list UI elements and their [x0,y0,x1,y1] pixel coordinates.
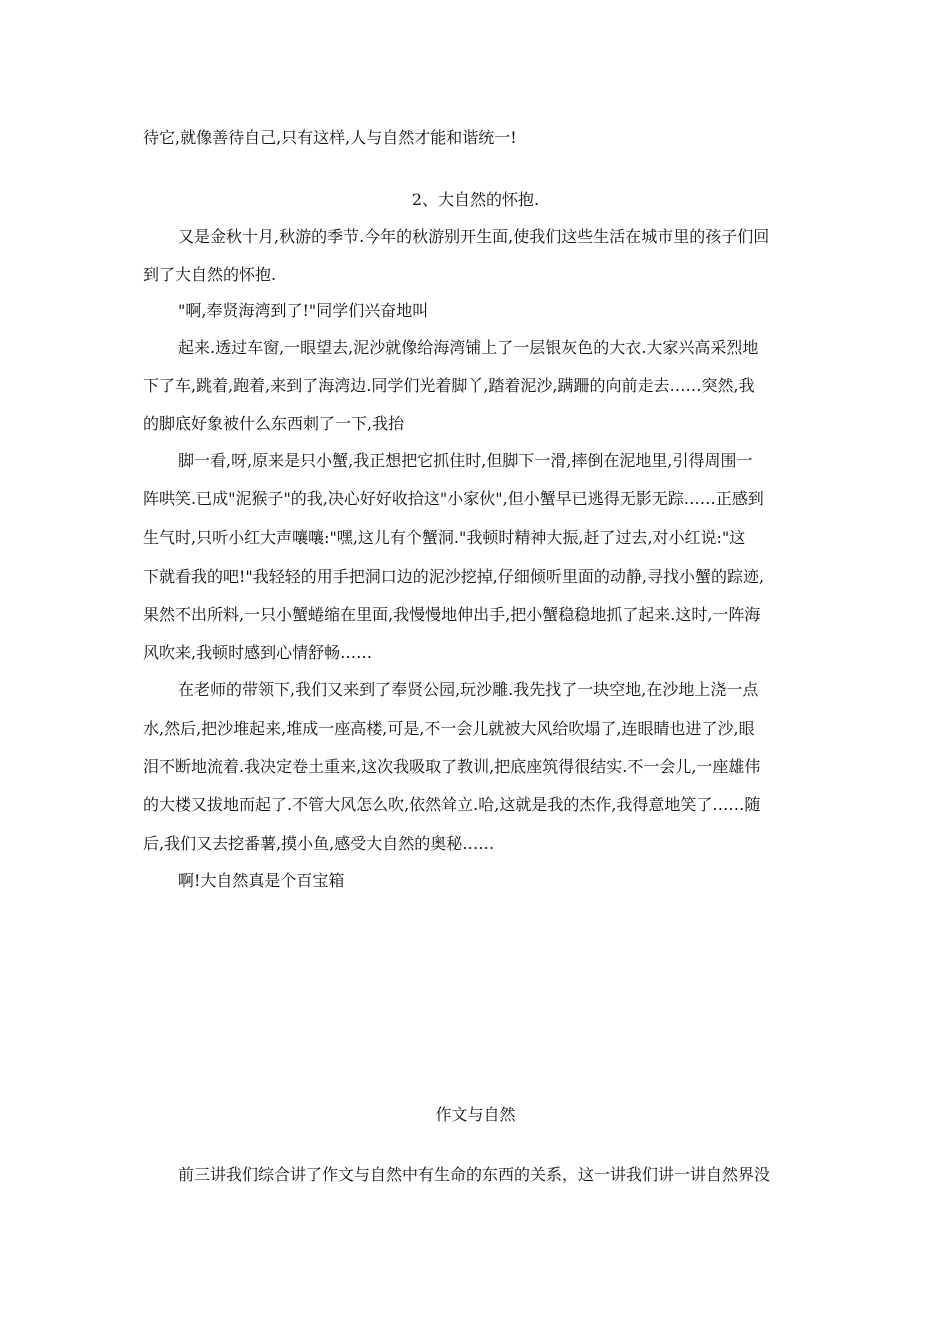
paragraph-line: 水,然后,把沙堆起来,堆成一座高楼,可是,不一会儿就被大风给吹塌了,连眼睛也进了沙,眼 [143,719,755,738]
section-heading: 2、大自然的怀抱. [411,190,540,209]
paragraph-line: 下了车,跳着,跑着,来到了海湾边.同学们光着脚丫,踏着泥沙,蹒跚的向前走去……突然,我 [143,376,755,395]
paragraph-line: 待它,就像善待自己,只有这样,人与自然才能和谐统一! [143,128,517,147]
section-title: 作文与自然 [435,1105,516,1124]
paragraph-line: 到了大自然的怀抱. [143,265,277,284]
paragraph-line: 的脚底好象被什么东西刺了一下,我抬 [143,414,405,433]
paragraph-line: "啊,奉贤海湾到了!"同学们兴奋地叫 [178,301,429,320]
paragraph-line: 的大楼又拔地而起了.不管大风怎么吹,依然耸立.哈,这就是我的杰作,我得意地笑了……随 [143,795,761,814]
paragraph-line: 脚一看,呀,原来是只小蟹,我正想把它抓住时,但脚下一滑,摔倒在泥地里,引得周围一 [178,451,753,470]
paragraph-line: 在老师的带领下,我们又来到了奉贤公园,玩沙雕.我先找了一块空地,在沙地上浇一点 [178,680,759,699]
paragraph-line: 前三讲我们综合讲了作文与自然中有生命的东西的关系，这一讲我们讲一讲自然界没 [178,1165,771,1184]
paragraph-line: 下就看我的吧!"我轻轻的用手把洞口边的泥沙挖掉,仔细倾听里面的动静,寻找小蟹的踪迹, [143,567,765,586]
paragraph-line: 又是金秋十月,秋游的季节.今年的秋游别开生面,使我们这些生活在城市里的孩子们回 [178,227,770,246]
paragraph-line: 阵哄笑.已成"泥猴子"的我,决心好好收拾这"小家伙",但小蟹早已逃得无影无踪……正感到 [143,489,764,508]
paragraph-line: 后,我们又去挖番薯,摸小鱼,感受大自然的奥秘…… [143,834,495,853]
paragraph-line: 果然不出所料,一只小蟹蜷缩在里面,我慢慢地伸出手,把小蟹稳稳地抓了起来.这时,一阵海 [143,605,761,624]
paragraph-line: 泪不断地流着.我决定卷土重来,这次我吸取了教训,把底座筑得很结实.不一会儿,一座雄伟 [143,757,761,776]
paragraph-line: 生气时,只听小红大声嚷嚷:"嘿,这儿有个蟹洞."我顿时精神大振,赶了过去,对小红说:"这 [143,528,746,547]
paragraph-line: 啊!大自然真是个百宝箱 [178,871,345,890]
paragraph-line: 起来.透过车窗,一眼望去,泥沙就像给海湾铺上了一层银灰色的大衣.大家兴高采烈地 [178,338,759,357]
paragraph-line: 风吹来,我顿时感到心情舒畅…… [143,643,373,662]
